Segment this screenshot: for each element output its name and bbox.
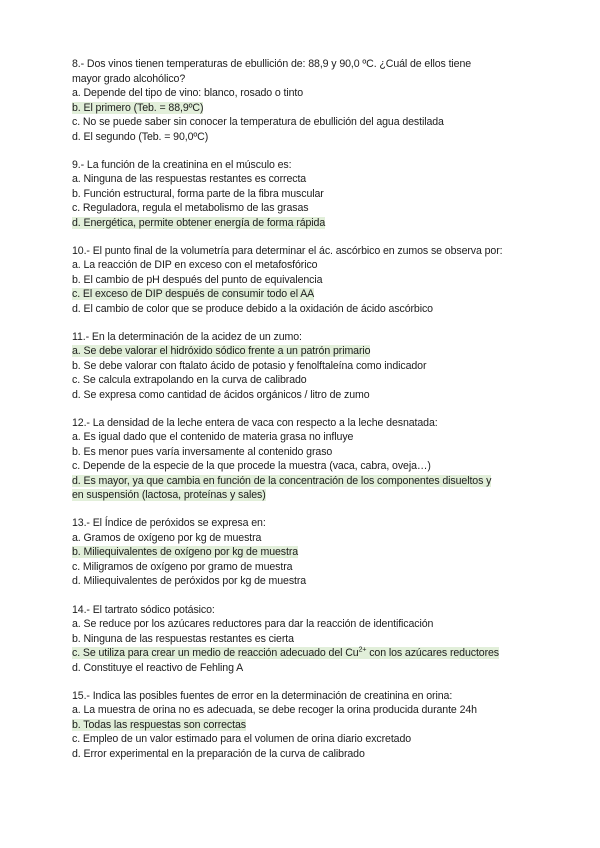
question-block bbox=[72, 416, 542, 503]
answer-option-label: b. Todas las respuestas son correctas bbox=[72, 718, 246, 731]
answer-option-label: b. Se debe valorar con ftalato ácido de potasio y fenolftaleína como indicador bbox=[72, 359, 427, 372]
answer-option-label: a. Es igual dado que el contenido de materia grasa no influye bbox=[72, 431, 354, 444]
answer-option-label: c. Empleo de un valor estimado para el volumen de orina diario excretado bbox=[72, 733, 412, 746]
superscript-charge: 2+ bbox=[358, 646, 367, 654]
answer-option-text bbox=[72, 704, 477, 716]
answer-option bbox=[72, 359, 542, 374]
answer-option-correct bbox=[72, 287, 542, 302]
question-title: 12.- La densidad de la leche entera de vaca con respecto a la leche desnatada: bbox=[72, 416, 438, 429]
answer-option-label: a. La muestra de orina no es adecuada, se debe recoger la orina producida durante 24h bbox=[72, 704, 477, 717]
answer-option-correct bbox=[72, 545, 542, 560]
answer-option-label: c. Se calcula extrapolando en la curva de calibrado bbox=[72, 374, 307, 387]
answer-option-label: c. Depende de la especie de la que procede la muestra (vaca, cabra, oveja…) bbox=[72, 460, 431, 473]
answer-option-label: c. Reguladora, regula el metabolismo de las grasas bbox=[72, 202, 309, 215]
answer-option-label: a. Gramos de oxígeno por kg de muestra bbox=[72, 531, 262, 544]
answer-option-label: b. Ninguna de las respuestas restantes es cierta bbox=[72, 632, 294, 645]
answer-option-text bbox=[72, 475, 491, 487]
answer-option bbox=[72, 172, 542, 187]
answer-option bbox=[72, 430, 542, 445]
answer-option-text bbox=[72, 274, 322, 286]
answer-option-label: b. El cambio de pH después del punto de equivalencia bbox=[72, 273, 323, 286]
answer-option bbox=[72, 574, 542, 589]
answer-option-text bbox=[72, 719, 246, 731]
answer-option-text bbox=[72, 575, 306, 587]
answer-option-label: b. El primero (Teb. = 88,9ºC) bbox=[72, 101, 204, 114]
answer-option-text bbox=[72, 131, 208, 143]
answer-option-label: c. El exceso de DIP después de consumir todo el AA bbox=[72, 288, 315, 301]
answer-option bbox=[72, 115, 542, 130]
answer-option-text bbox=[72, 460, 431, 472]
question-title: 14.- El tartrato sódico potásico: bbox=[72, 603, 215, 616]
answer-option-label: a. La reacción de DIP en exceso con el metafosfórico bbox=[72, 259, 318, 272]
answer-option-continuation bbox=[72, 488, 542, 503]
answer-option-label: c. Se utiliza para crear un medio de reacción adecuado del Cu bbox=[72, 647, 359, 660]
answer-option-text bbox=[72, 748, 365, 760]
answer-option-text bbox=[72, 446, 332, 458]
question-block bbox=[72, 330, 542, 403]
answer-option-label: c. No se puede saber sin conocer la temperatura de ebullición del agua destilada bbox=[72, 116, 444, 128]
answer-option bbox=[72, 130, 542, 145]
answer-option-text bbox=[72, 188, 324, 200]
question-title: mayor grado alcohólico? bbox=[72, 72, 186, 85]
answer-option-label: a. Se debe valorar el hidróxido sódico frente a un patrón primario bbox=[72, 345, 371, 358]
answer-option-text bbox=[72, 303, 433, 315]
answer-option-text bbox=[72, 173, 306, 185]
answer-option-text bbox=[72, 431, 353, 443]
answer-option-label: d. El cambio de color que se produce debido a la oxidación de ácido ascórbico bbox=[72, 302, 433, 315]
answer-option bbox=[72, 373, 542, 388]
answer-option-label: a. Se reduce por los azúcares reductores para dar la reacción de identificación bbox=[72, 618, 434, 631]
answer-option bbox=[72, 703, 542, 718]
answer-option-correct bbox=[72, 718, 542, 733]
answer-option-text bbox=[72, 345, 370, 357]
question-list bbox=[72, 57, 542, 775]
answer-option bbox=[72, 388, 542, 403]
answer-option-text bbox=[72, 217, 325, 229]
answer-option-label: d. Constituye el reactivo de Fehling A bbox=[72, 661, 244, 674]
answer-option-text bbox=[72, 288, 314, 300]
answer-option bbox=[72, 187, 542, 202]
question-block bbox=[72, 603, 542, 676]
answer-option-label: b. Miliequivalentes de oxígeno por kg de muestra bbox=[72, 546, 299, 559]
question-block bbox=[72, 158, 542, 231]
question-title: 13.- El Índice de peróxidos se expresa en: bbox=[72, 517, 266, 530]
answer-option-correct bbox=[72, 216, 542, 231]
question-title: 11.- En la determinación de la acidez de un zumo: bbox=[72, 330, 302, 343]
answer-option-text bbox=[72, 633, 294, 645]
question-title: 15.- Indica las posibles fuentes de error en la determinación de creatinina en orina: bbox=[72, 689, 453, 702]
answer-option-label: d. Se expresa como cantidad de ácidos orgánicos / litro de zumo bbox=[72, 388, 370, 401]
answer-option bbox=[72, 531, 542, 546]
answer-option-text bbox=[72, 733, 411, 745]
answer-option-label: d. Error experimental en la preparación de la curva de calibrado bbox=[72, 747, 365, 760]
answer-option-text: en suspensión (lactosa, proteínas y sales) bbox=[72, 489, 266, 502]
question-title: 10.- El punto final de la volumetría para determinar el ác. ascórbico en zumos se observa por: bbox=[72, 244, 503, 257]
answer-option-label: b. Función estructural, forma parte de la fibra muscular bbox=[72, 187, 324, 200]
answer-option-text bbox=[72, 87, 303, 99]
answer-option bbox=[72, 201, 542, 216]
answer-option-text bbox=[72, 102, 203, 114]
answer-option-label: d. Miliequivalentes de peróxidos por kg de muestra bbox=[72, 575, 307, 588]
answer-option-label: b. Es menor pues varía inversamente al contenido graso bbox=[72, 445, 333, 458]
answer-option-text bbox=[72, 662, 243, 674]
answer-option-text bbox=[72, 389, 370, 401]
answer-option-text bbox=[72, 360, 426, 372]
answer-option-text bbox=[72, 546, 298, 558]
question-block bbox=[72, 516, 542, 589]
answer-option bbox=[72, 661, 542, 676]
answer-option-correct bbox=[72, 646, 542, 661]
answer-option-text bbox=[72, 116, 444, 128]
question-title: 8.- Dos vinos tienen temperaturas de ebullición de: 88,9 y 90,0 ºC. ¿Cuál de ellos tiene bbox=[72, 58, 472, 70]
answer-option bbox=[72, 747, 542, 762]
answer-option bbox=[72, 459, 542, 474]
question-title: 9.- La función de la creatinina en el músculo es: bbox=[72, 158, 292, 171]
question-block bbox=[72, 57, 542, 144]
answer-option bbox=[72, 445, 542, 460]
answer-option bbox=[72, 86, 542, 101]
answer-option bbox=[72, 632, 542, 647]
answer-option-label: d. Energética, permite obtener energía de forma rápida bbox=[72, 216, 326, 229]
answer-option bbox=[72, 258, 542, 273]
answer-option-text bbox=[72, 374, 307, 386]
answer-option-label: c. Miligramos de oxígeno por gramo de muestra bbox=[72, 560, 293, 573]
answer-option-text bbox=[72, 618, 433, 630]
answer-option bbox=[72, 617, 542, 632]
answer-option-correct bbox=[72, 101, 542, 116]
answer-option-correct bbox=[72, 344, 542, 359]
answer-option bbox=[72, 560, 542, 575]
answer-option-text bbox=[72, 259, 317, 271]
answer-option-text bbox=[72, 561, 292, 573]
question-block bbox=[72, 244, 542, 317]
answer-option-text bbox=[72, 532, 261, 544]
answer-option-label: d. El segundo (Teb. = 90,0ºC) bbox=[72, 130, 209, 143]
answer-option bbox=[72, 732, 542, 747]
answer-option-label: a. Depende del tipo de vino: blanco, rosado o tinto bbox=[72, 87, 304, 99]
answer-option-text bbox=[72, 202, 308, 214]
answer-option-tail: con los azúcares reductores bbox=[366, 647, 500, 660]
answer-option-label: d. Es mayor, ya que cambia en función de la concentración de los componentes disueltos y bbox=[72, 474, 492, 487]
answer-option-text bbox=[72, 647, 499, 659]
answer-option-label: a. Ninguna de las respuestas restantes es correcta bbox=[72, 173, 307, 186]
question-block bbox=[72, 689, 542, 762]
answer-option-correct bbox=[72, 474, 542, 489]
answer-option bbox=[72, 273, 542, 288]
answer-option bbox=[72, 302, 542, 317]
